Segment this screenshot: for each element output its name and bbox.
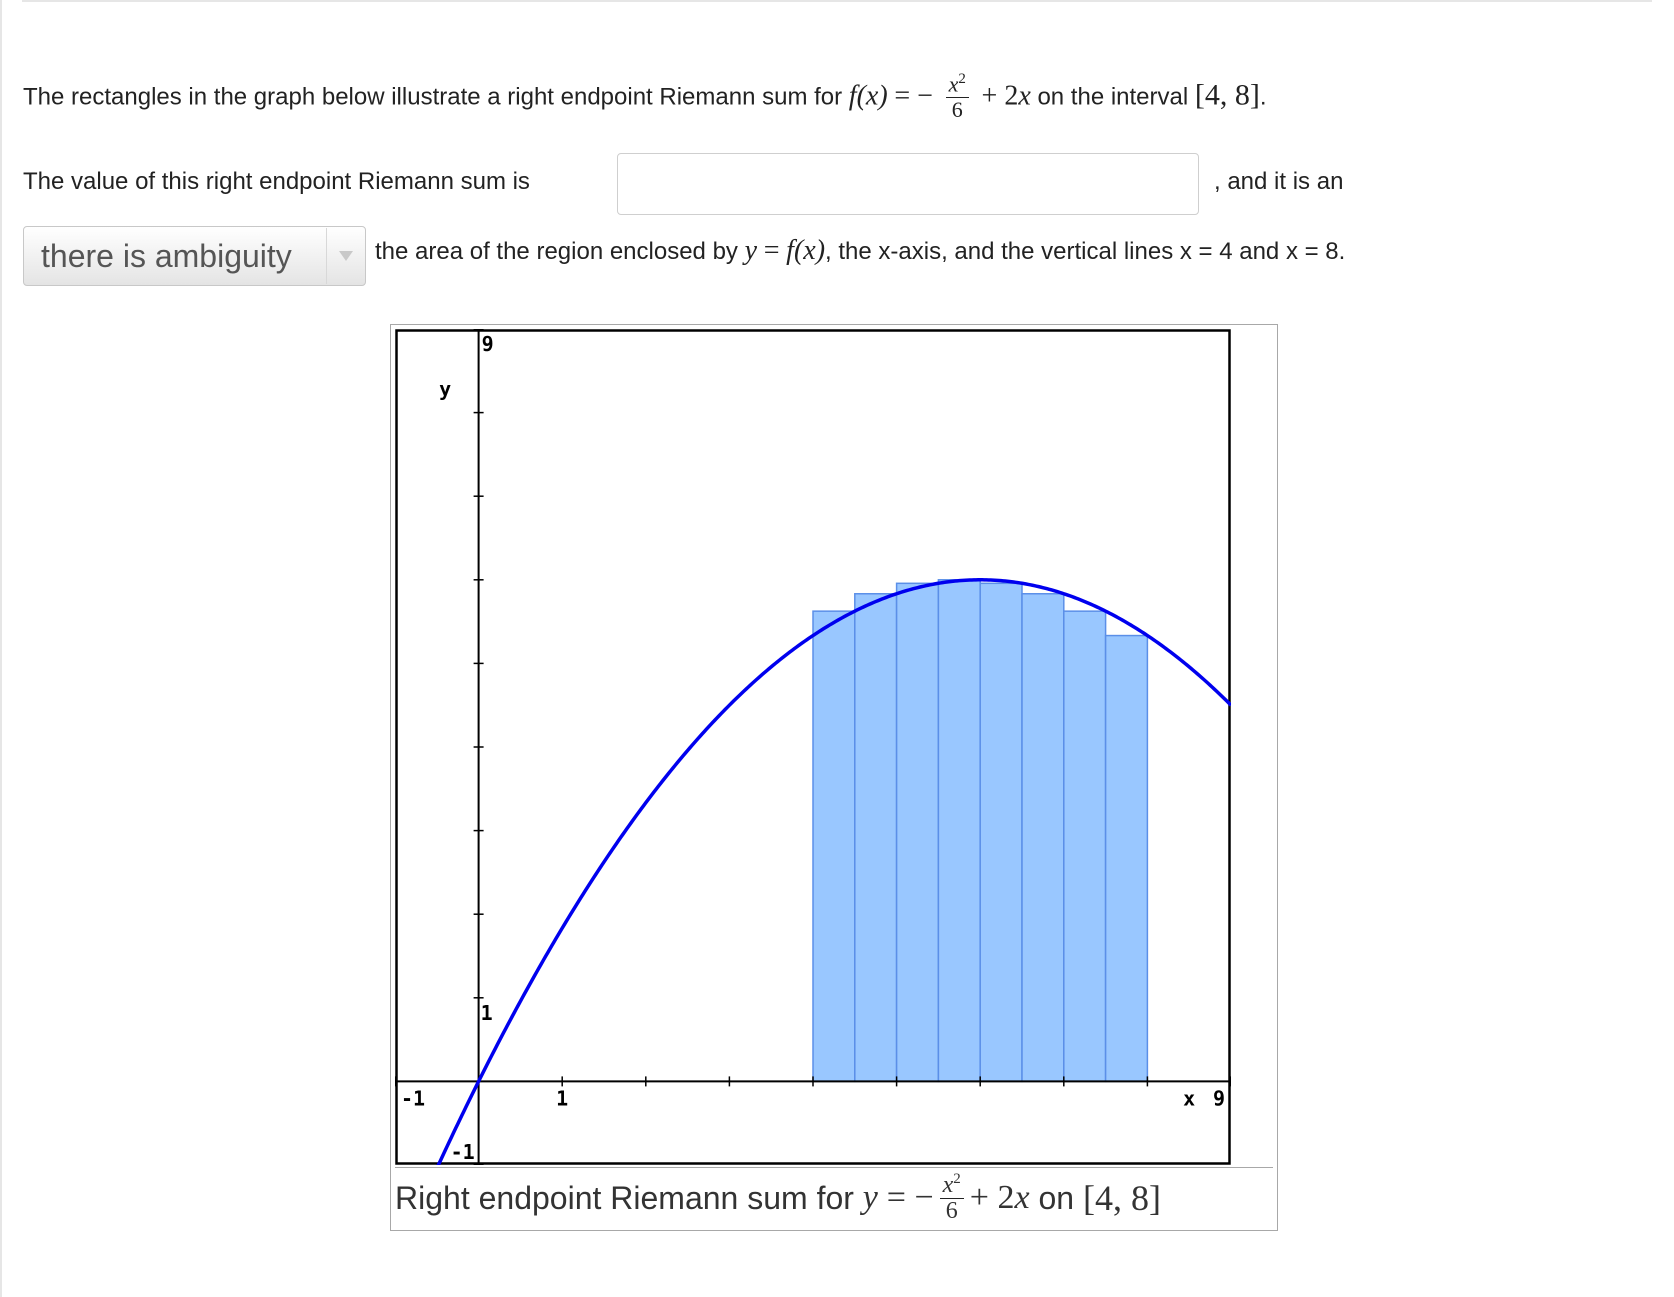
caption-frac-exp: 2 xyxy=(953,1170,961,1187)
riemann-rect-5 xyxy=(980,583,1022,1081)
x-tick-label: 9 xyxy=(1212,1086,1225,1111)
riemann-rect-2 xyxy=(855,594,897,1082)
f-arg: (x) xyxy=(793,235,826,266)
chevron-down-icon[interactable] xyxy=(326,228,365,284)
riemann-graph xyxy=(395,329,1231,1165)
caption-plus: + 2 xyxy=(969,1179,1015,1216)
riemann-rect-4 xyxy=(938,580,980,1082)
y-axis-label: y xyxy=(439,376,452,401)
plus-term: + 2 xyxy=(981,80,1019,112)
line1-prefix: The rectangles in the graph below illustrate a right endpoint Riemann sum for xyxy=(23,83,843,111)
f-expr: f xyxy=(786,235,794,266)
caption-plus-var: x xyxy=(1014,1179,1030,1216)
func-arg: (x) xyxy=(856,80,888,112)
graph-caption xyxy=(395,1167,1273,1228)
func-name: f xyxy=(848,80,857,112)
frac-num: x xyxy=(948,71,959,97)
equals: = xyxy=(763,235,780,266)
interval-text: on the interval xyxy=(1037,83,1189,111)
left-divider xyxy=(0,0,2,1297)
comparison-dropdown[interactable] xyxy=(23,226,366,286)
caption-fraction xyxy=(940,1166,964,1223)
caption-y: y xyxy=(862,1179,878,1216)
x-tick-label: 1 xyxy=(556,1086,569,1111)
plus-var: x xyxy=(1018,80,1031,112)
caption-equals-neg: = − xyxy=(886,1179,934,1216)
period: . xyxy=(1259,83,1267,111)
x-axis-label: x xyxy=(1183,1086,1196,1111)
x-tick-label: -1 xyxy=(401,1086,426,1111)
riemann-rect-8 xyxy=(1106,636,1148,1082)
line2-suffix: , and it is an xyxy=(1214,168,1344,195)
riemann-rect-7 xyxy=(1064,611,1106,1081)
caption-frac-den: 6 xyxy=(940,1198,964,1223)
line2-prefix: The value of this right endpoint Riemann sum is xyxy=(23,168,530,195)
riemann-rect-6 xyxy=(1022,594,1064,1082)
y-var: y xyxy=(744,235,758,266)
riemann-rect-1 xyxy=(813,611,855,1081)
frac-den: 6 xyxy=(946,97,969,122)
fraction xyxy=(946,66,969,122)
question-line-3 xyxy=(375,235,1345,267)
riemann-sum-input[interactable] xyxy=(617,153,1199,215)
dropdown-value: there is ambiguity xyxy=(41,237,292,274)
graph-figure xyxy=(390,324,1278,1231)
y-tick-label: 1 xyxy=(480,1000,493,1025)
question-line-1 xyxy=(23,70,1267,126)
y-tick-label: 9 xyxy=(481,332,494,356)
frac-exp: 2 xyxy=(958,71,966,87)
caption-on: on xyxy=(1038,1179,1075,1216)
y-tick-label: -1 xyxy=(450,1140,475,1164)
caption-interval: [4, 8] xyxy=(1082,1178,1161,1218)
interval: [4, 8] xyxy=(1194,78,1260,112)
top-divider xyxy=(22,0,1652,2)
equals-neg: = − xyxy=(894,80,933,112)
line3-text-a: the area of the region enclosed by xyxy=(375,238,738,265)
caption-prefix: Right endpoint Riemann sum for xyxy=(395,1179,854,1216)
line3-text-b: , the x-axis, and the vertical lines x = 4 and x = 8. xyxy=(825,238,1346,265)
caption-frac-num: x xyxy=(942,1171,954,1198)
riemann-rect-3 xyxy=(897,583,939,1081)
